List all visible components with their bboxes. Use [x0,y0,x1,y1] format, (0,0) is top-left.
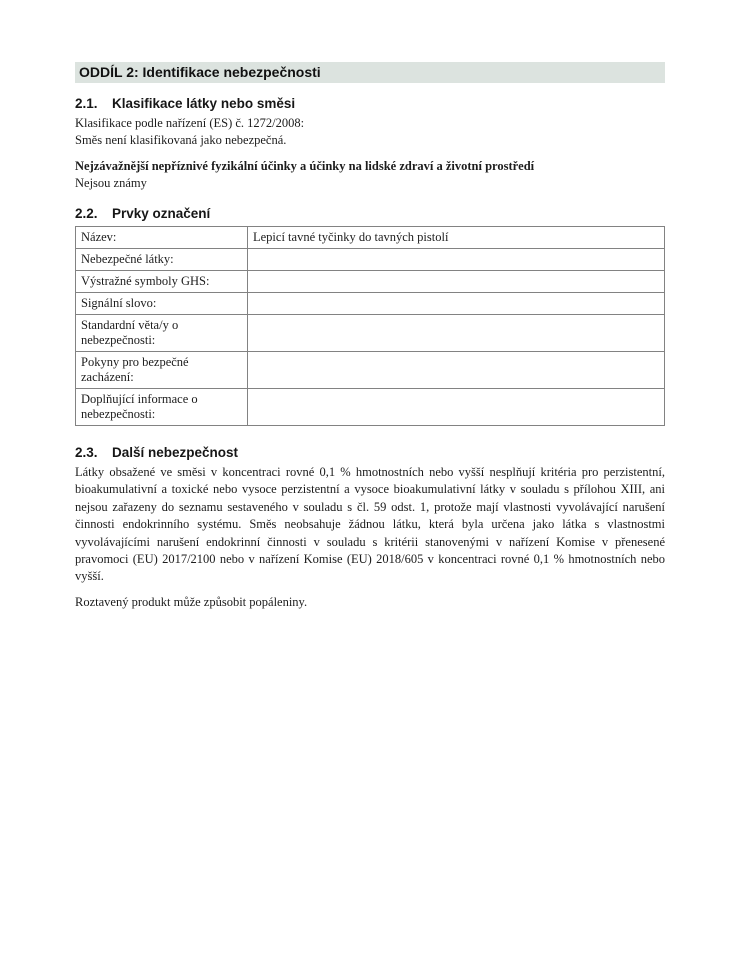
table-row-value [248,352,665,389]
table-row-label: Pokyny pro bezpečné zacházení: [76,352,248,389]
table-row-value [248,249,665,271]
classification-note: Klasifikace podle nařízení (ES) č. 1272/2008: [75,116,305,130]
subsection-heading-2-2 [75,206,665,221]
table-row-label: Název: [76,227,248,249]
table-row [76,293,665,315]
subsection-2-1-title: Klasifikace látky nebo směsi [112,96,296,111]
table-row-label: Doplňující informace o nebezpečnosti: [76,389,248,426]
table-row [76,227,665,249]
adverse-effects-value: Nejsou známy [75,176,147,190]
subsection-2-2-title: Prvky označení [112,206,211,221]
subsection-2-1-number: 2.1. [75,96,98,111]
table-row-value [248,293,665,315]
section-2-title: ODDÍL 2: Identifikace nebezpečnosti [79,64,321,80]
table-row-label: Nebezpečné látky: [76,249,248,271]
label-elements-table [75,226,665,426]
classification-block [75,115,665,149]
table-row [76,352,665,389]
subsection-heading-2-3 [75,445,665,460]
burn-hazard-note: Roztavený produkt může způsobit popáleniny. [75,594,308,609]
table-row-label: Výstražné symboly GHS: [76,271,248,293]
subsection-2-3-title: Další nebezpečnost [112,445,239,460]
adverse-effects-heading: Nejzávažnější nepříznivé fyzikální účinky a účinky na lidské zdraví a životní prostředí [75,159,535,173]
table-row [76,315,665,352]
table-row-value [248,315,665,352]
subsection-2-2-number: 2.2. [75,206,98,221]
table-row [76,389,665,426]
table-row [76,271,665,293]
section-2-header-bar [75,62,665,83]
table-row-value [248,389,665,426]
subsection-2-3-number: 2.3. [75,445,98,460]
table-row-value [248,271,665,293]
table-row-label: Standardní věta/y o nebezpečnosti: [76,315,248,352]
table-row-label: Signální slovo: [76,293,248,315]
classification-result: Směs není klasifikovaná jako nebezpečná. [75,133,287,147]
table-row [76,249,665,271]
subsection-heading-2-1 [75,96,665,111]
adverse-effects-block [75,158,665,192]
other-hazards-paragraph: Látky obsažené ve směsi v koncentraci rovné 0,1 % hmotnostních nebo vyšší nesplňují kritéria pro perzistentní, bioakumulativní a toxické nebo vysoce perzistentní a vysoce bioakumulativní látky v souladu s přílohou XIII, ani nejsou zařazeny do seznamu sestaveného v souladu s čl. 59 odst. 1, protože mají vlastnosti vyvolávající narušení činnosti endokrinního systému. Směs neobsahuje žádnou látku, která byla určena jako látka s vlastnostmi vyvolávajícími narušení endokrinní činnosti v souladu s kritérii stanovenými v nařízení Komise v přenesené pravomoci (EU) 2017/2100 nebo v nařízení Komise (EU) 2018/605 v koncentraci rovné 0,1 % hmotnostních nebo vyšší. [75,465,665,584]
table-row-value: Lepicí tavné tyčinky do tavných pistolí [248,227,665,249]
